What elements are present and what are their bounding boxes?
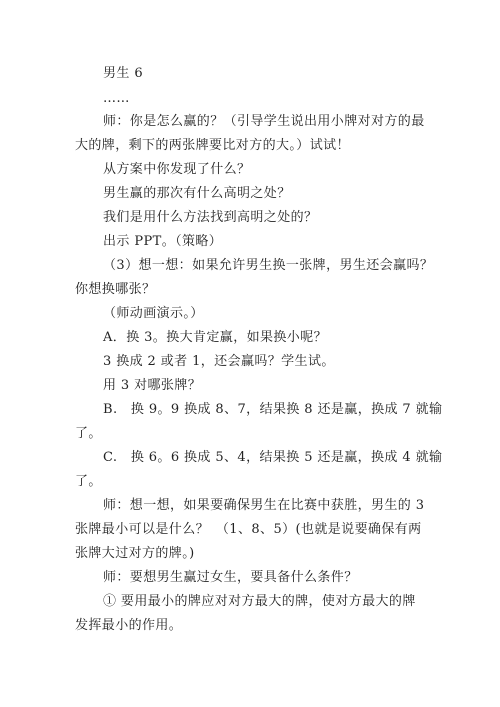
text-line: 师：你是怎么赢的？（引导学生说出用小牌对对方的最	[103, 114, 425, 129]
text-line: 用 3 对哪张牌？	[103, 378, 202, 393]
text-line: A．换 3。换大肯定赢，如果换小呢？	[103, 330, 327, 345]
text-line: C. 换 6。6 换成 5、4，结果换 5 还是赢，换成 4 就输	[103, 450, 443, 465]
text-line: 3 换成 2 或者 1，还会赢吗？学生试。	[103, 354, 335, 369]
text-line: 出示 PPT。（策略）	[103, 234, 223, 249]
text-line: （师动画演示。）	[103, 306, 204, 321]
text-line: B. 换 9。9 换成 8、7，结果换 8 还是赢，换成 7 就输	[103, 402, 443, 417]
text-line: （3）想一想：如果允许男生换一张牌，男生还会赢吗？	[103, 258, 434, 273]
text-line: 男生赢的那次有什么高明之处？	[103, 186, 291, 201]
text-line: 发挥最小的作用。	[75, 618, 183, 633]
text-line: 张牌大过对方的牌。)	[75, 546, 195, 561]
text-line: 师：想一想，如果要确保男生在比赛中获胜，男生的 3	[103, 498, 425, 513]
text-line: 了。	[75, 426, 102, 441]
text-line: 了。	[75, 474, 102, 489]
text-line: 大的牌，剩下的两张牌要比对方的大。）试试！	[75, 138, 350, 153]
text-line: 我们是用什么方法找到高明之处的？	[103, 210, 318, 225]
text-line: 从方案中你发现了什么？	[103, 162, 251, 177]
text-line: 师：要想男生赢过女生，要具备什么条件？	[103, 570, 358, 585]
text-line: 男生 6	[103, 66, 144, 81]
text-line: 你想换哪张？	[75, 282, 156, 297]
text-line: ① 要用最小的牌应对对方最大的牌，使对方最大的牌	[103, 594, 416, 609]
text-line: 张牌最小可以是什么？ （1、8、5）(也就是说要确保有两	[75, 522, 422, 537]
text-line: ……	[103, 91, 130, 106]
